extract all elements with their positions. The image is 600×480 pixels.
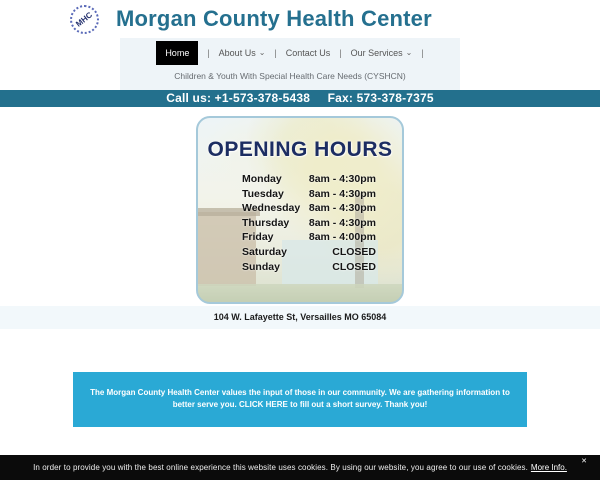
- hours-overlay: [198, 118, 402, 274]
- main-navigation: [120, 38, 460, 90]
- nav-item-contact-us[interactable]: [286, 48, 331, 58]
- address-text: 104 W. Lafayette St, Versailles MO 65084: [0, 306, 600, 329]
- site-logo[interactable]: [70, 5, 99, 34]
- nav-item-home-label: Home: [165, 47, 190, 58]
- hours-day: Wednesday: [242, 202, 301, 215]
- contact-bar: [0, 90, 600, 107]
- hours-row: [198, 187, 402, 202]
- hours-day: Sunday: [242, 260, 280, 273]
- nav-separator: |: [339, 47, 342, 58]
- hours-day: Thursday: [242, 216, 290, 229]
- hours-time: CLOSED: [332, 245, 376, 258]
- subnav-cyshcn-link[interactable]: Children & Youth With Special Health Care Needs (CYSHCN): [174, 71, 406, 81]
- nav-item-our-services-label: Our Services: [350, 47, 403, 58]
- fax-number: Fax: 573-378-7375: [327, 91, 434, 105]
- hours-title: OPENING HOURS: [207, 138, 393, 161]
- chevron-down-icon: ⌄: [405, 47, 413, 57]
- site-header: [0, 0, 600, 38]
- hours-day: Saturday: [242, 245, 287, 258]
- hours-section: [0, 107, 600, 329]
- hours-day: Friday: [242, 231, 274, 244]
- cookie-notice-bar: [0, 455, 600, 480]
- chevron-down-icon: ⌄: [258, 47, 266, 57]
- hours-time: 8am - 4:30pm: [308, 202, 376, 215]
- hours-time: 8am - 4:30pm: [308, 187, 376, 200]
- hours-day: Tuesday: [242, 187, 284, 200]
- nav-item-home[interactable]: [156, 41, 198, 65]
- nav-item-contact-us-label: Contact Us: [285, 47, 331, 58]
- nav-separator: |: [421, 47, 424, 58]
- nav-menu: [120, 41, 460, 64]
- opening-hours-image: [196, 116, 404, 304]
- nav-separator: |: [274, 47, 277, 58]
- hours-row: [198, 260, 402, 275]
- nav-separator: |: [207, 47, 210, 58]
- hours-row: [198, 172, 402, 187]
- hours-row: [198, 201, 402, 216]
- hours-row: [198, 216, 402, 231]
- hours-table: [198, 172, 402, 274]
- phone-number[interactable]: Call us: +1-573-378-5438: [166, 91, 311, 105]
- nav-item-our-services[interactable]: [351, 48, 413, 58]
- hours-time: 8am - 4:00pm: [308, 231, 376, 244]
- hours-row: [198, 245, 402, 260]
- cookie-more-info-link[interactable]: More Info.: [530, 463, 567, 472]
- survey-banner-link[interactable]: The Morgan County Health Center values the input of those in our community. We are gathering information to better serve you. CLICK HERE to fill out a short survey. Thank you!: [73, 372, 527, 427]
- hours-time: CLOSED: [332, 260, 376, 273]
- logo-letters: MHC: [74, 9, 95, 29]
- hours-time: 8am - 4:30pm: [308, 216, 376, 229]
- close-icon[interactable]: ✕: [581, 458, 587, 465]
- nav-item-about-us-label: About Us: [218, 47, 256, 58]
- page-title: Morgan County Health Center: [116, 6, 432, 31]
- hours-row: [198, 230, 402, 245]
- hours-day: Monday: [242, 173, 282, 185]
- hours-time: 8am - 4:30pm: [308, 173, 376, 185]
- cookie-notice-text: In order to provide you with the best online experience this website uses cookies. By using our website, you agree to our use of cookies.: [33, 463, 528, 472]
- nav-item-about-us[interactable]: [219, 48, 266, 58]
